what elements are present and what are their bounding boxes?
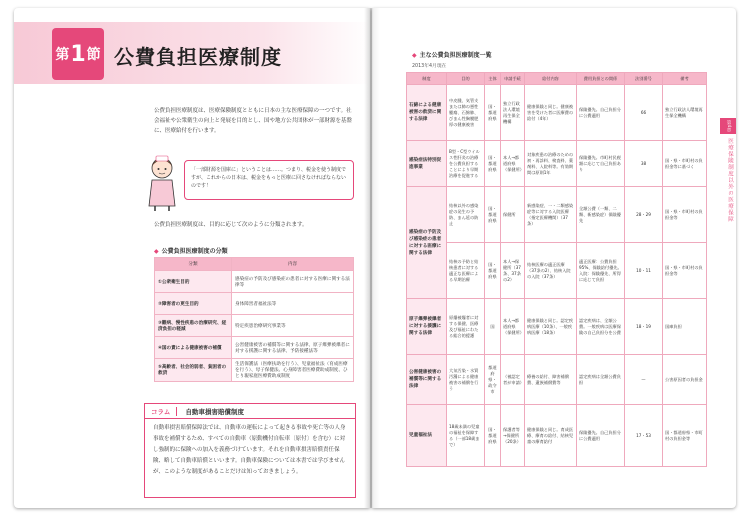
cell-benefit: 結核医療の適正医療（37条の2）、結核入院の入院（37条） [525, 243, 577, 299]
system-table-heading [412, 50, 492, 59]
header-benefit: 給付内容 [525, 73, 577, 85]
cell-code: 66 [625, 85, 663, 141]
nurse-character-icon [144, 154, 180, 212]
table-date: 2013年4月現在 [412, 64, 447, 69]
header-code: 法別番号 [625, 73, 663, 85]
cell-note: 国・県・市町村の負担金等 [663, 187, 707, 243]
cell-system: 石綿による健康被害の救済に関する法律 [407, 85, 447, 141]
classification-table [154, 257, 354, 382]
cell-benefit: 新感染症、一・二類感染症等に対する入院医療（指定医療機関）（37条） [525, 187, 577, 243]
row-category: ⑤高齢者、社会的弱者、貧困者の救済 [155, 359, 232, 382]
column-title: 自動車損害賠償制度 [185, 407, 244, 416]
row-content: 公害健康被害の補償等に関する法律、原子爆弾被爆者に対する援護に関する法律、予防接種法等 [232, 337, 354, 359]
classification-table-title: 公費負担医療制度の分類 [161, 248, 228, 255]
cell-body: 国・都道府県 [485, 85, 501, 141]
cell-note: 国・都道府県・市町村の負担金等 [663, 405, 707, 467]
row-category: ③難病、慢性疾患の治療研究、経済負担の軽減 [155, 315, 232, 337]
diamond-bullet-icon: ◆ [154, 248, 159, 255]
cell-body: 国・都道府県 [485, 243, 501, 299]
cell-code: 17・53 [625, 405, 663, 467]
row-content: 生活保護法（医療扶助を行う）、児童福祉法（育成医療を行う）、母子保健法、心身障害者医療費助成制度、ひとり親家庭医療費助成制度 [232, 359, 354, 382]
row-category: ②障害者の更生目的 [155, 293, 232, 315]
section-number: 1 [70, 41, 86, 67]
speech-callout: 「一部財源を国庫に」ということは……。つまり、税金を使う制度ですが、これからの日本は、税金をもっと医療に回さなければならないのです！ [184, 160, 354, 200]
cell-body: 国・都道府県 [485, 187, 501, 243]
header-apply: 申請手続 [501, 73, 525, 85]
cell-system: 公害健康被害の補償等に関する法律 [407, 355, 447, 405]
cell-body: 国 [485, 299, 501, 355]
column-tag: コラム [145, 407, 177, 416]
table-row [407, 85, 707, 141]
cell-code: 28・29 [625, 187, 663, 243]
cell-benefit: 対象疾患の治療のための初・再診料、検査料、薬剤料、入院料等。有効期間は原則1年 [525, 141, 577, 187]
cell-apply: 本人→保健所（37条、37条の2） [501, 243, 525, 299]
cell-cost: 適正医療：公費負担95%、保険給付優先。入院：保険優先、所得に応じて負担 [577, 243, 625, 299]
cell-benefit: 療養の給付、障害補償費、遺族補償費等 [525, 355, 577, 405]
cell-note: 独立行政法人環境再生保全機構 [663, 85, 707, 141]
cell-note: 国・県・市町村の負担金等 [663, 243, 707, 299]
table-row [155, 359, 354, 382]
cell-code: 18・19 [625, 299, 663, 355]
cell-system: 児童福祉法 [407, 405, 447, 467]
column-box [144, 403, 356, 498]
section-title: 公費負担医療制度 [114, 45, 282, 69]
column-header [145, 404, 355, 419]
cell-code: — [625, 355, 663, 405]
column-header-category: 分類 [155, 258, 232, 271]
chapter-side-text: 医療保険制度以外の医療保障 [727, 138, 733, 223]
cell-cost: 保険優先。自己負担分に公費適用 [577, 405, 625, 467]
cell-note: 国・県・市町村の負担金等に基づく [663, 141, 707, 187]
system-table-title: 主な公費負担医療制度一覧 [419, 52, 492, 59]
header-body: 主体 [485, 73, 501, 85]
table-row [407, 141, 707, 187]
cell-benefit: 健康保険と同じ。育成医療、療育の給付、結核児童の療育給付 [525, 405, 577, 467]
cell-cost: 認定疾病は、全額公費。一般疾病は医療保険の自己負担分を公費 [577, 299, 625, 355]
cell-cost: 保険優先。市町村民税額に応じて自己負担あり [577, 141, 625, 187]
row-content: 身体障害者福祉法等 [232, 293, 354, 315]
cell-purpose: 結核の予防と結核患者に対する適正な医療による早期治療 [447, 243, 485, 299]
table-row [155, 271, 354, 293]
section-prefix: 第 [55, 47, 70, 63]
table-row [155, 337, 354, 359]
cell-apply: 本人→都道府県（保健所） [501, 299, 525, 355]
cell-purpose: 18歳未満の児童の福祉を保障する（一部18歳まで） [447, 405, 485, 467]
table-row [407, 243, 707, 299]
cell-body: 国・都道府県 [485, 141, 501, 187]
cell-purpose: 原爆被爆者に対する保健、医療及び福祉にわたる総合的援護 [447, 299, 485, 355]
right-page [372, 8, 736, 508]
cell-purpose: 中皮腫、気管支または肺の悪性腫瘍、石綿肺、びまん性胸膜肥厚の健康被害 [447, 85, 485, 141]
chapter-side-tab: 第4章 [720, 118, 736, 134]
diamond-bullet-icon: ◆ [412, 52, 417, 59]
table-row [407, 299, 707, 355]
system-table [406, 72, 707, 467]
row-category: ①公衆衛生目的 [155, 271, 232, 293]
left-page [14, 8, 370, 508]
cell-benefit: 健康保険と同じ。認定疾病医療（10条）、一般疾病医療（18条） [525, 299, 577, 355]
table-row [407, 187, 707, 243]
cell-purpose: 大気汚染・水質汚濁による健康被害の補償を行う [447, 355, 485, 405]
cell-apply: 保健所 [501, 187, 525, 243]
cell-cost: 保険優先。自己負担分に公費適用 [577, 85, 625, 141]
header-purpose: 目的 [447, 73, 485, 85]
table-row [155, 315, 354, 337]
section-number-badge [52, 28, 104, 80]
cell-body: 都道府県・政令市 [485, 355, 501, 405]
section-suffix: 節 [86, 47, 101, 63]
book-spread [14, 8, 736, 514]
classification-table-heading [154, 246, 228, 255]
cell-cost: 認定疾病は全額公費負担 [577, 355, 625, 405]
row-category: ④国の責による健康被害の補償 [155, 337, 232, 359]
table-row [407, 405, 707, 467]
cell-cost: 全額公費（一類、二類、新感染症）保険優先 [577, 187, 625, 243]
column-body: 自動車損害賠償保障法では、自動車の運転によって起きる事故や死亡等の人身事故を補償するため、すべての自動車（原動機付自転車〔原付〕を含む）に対し強制的に保険への加入を義務づけています。それを自動車損害賠償責任保険、略して自動車賠償といいます。自動車保険については本書では学びませんが、このような制度があることだけは知っておきましょう。 [153, 425, 346, 475]
cell-purpose: 結核以外の感染症の発生の予防、まん延の防止 [447, 187, 485, 243]
row-content: 感染症の予防及び感染症の患者に対する医療に関する法律等 [232, 271, 354, 293]
column-header-content: 内容 [232, 258, 354, 271]
cell-body: 国・都道府県 [485, 405, 501, 467]
cell-benefit: 健康保険と同じ。健康被害を受けた者に医療費の給付（4年） [525, 85, 577, 141]
header-cost: 費用負担との関係 [577, 73, 625, 85]
cell-apply: 保護者等→保健所（20条） [501, 405, 525, 467]
classification-intro: 公費負担医療制度は、目的に応じて次のように分類されます。 [154, 222, 308, 228]
cell-note: 国庫負担 [663, 299, 707, 355]
table-row [155, 293, 354, 315]
cell-system: 感染症法特別促進事業 [407, 141, 447, 187]
cell-apply: 独立行政法人環境再生保全機構 [501, 85, 525, 141]
cell-system: 感染症の予防及び感染症の患者に対する医療に関する法律 [407, 187, 447, 299]
cell-apply: （被認定者が申請） [501, 355, 525, 405]
header-note: 備考 [663, 73, 707, 85]
cell-code: 10・11 [625, 243, 663, 299]
cell-system: 原子爆弾被爆者に対する援護に関する法律 [407, 299, 447, 355]
row-content: 特定疾患治療研究事業等 [232, 315, 354, 337]
cell-apply: 本人→都道府県（保健所） [501, 141, 525, 187]
intro-paragraph: 公費負担医療制度は、医療保険制度とともに日本の主な医療保障の一つです。社会福祉や公衆衛生の向上と発展を目的とし、国や地方公共団体が一部財源を基盤に、医療給付を行います。 [154, 108, 353, 134]
cell-purpose: B型・C型ウイルス性肝炎の治療を公費負担することにより早期治療を促進する [447, 141, 485, 187]
cell-code: 38 [625, 141, 663, 187]
cell-note: 公害原因者の負担金 [663, 355, 707, 405]
table-row [407, 355, 707, 405]
header-system: 制度 [407, 73, 447, 85]
